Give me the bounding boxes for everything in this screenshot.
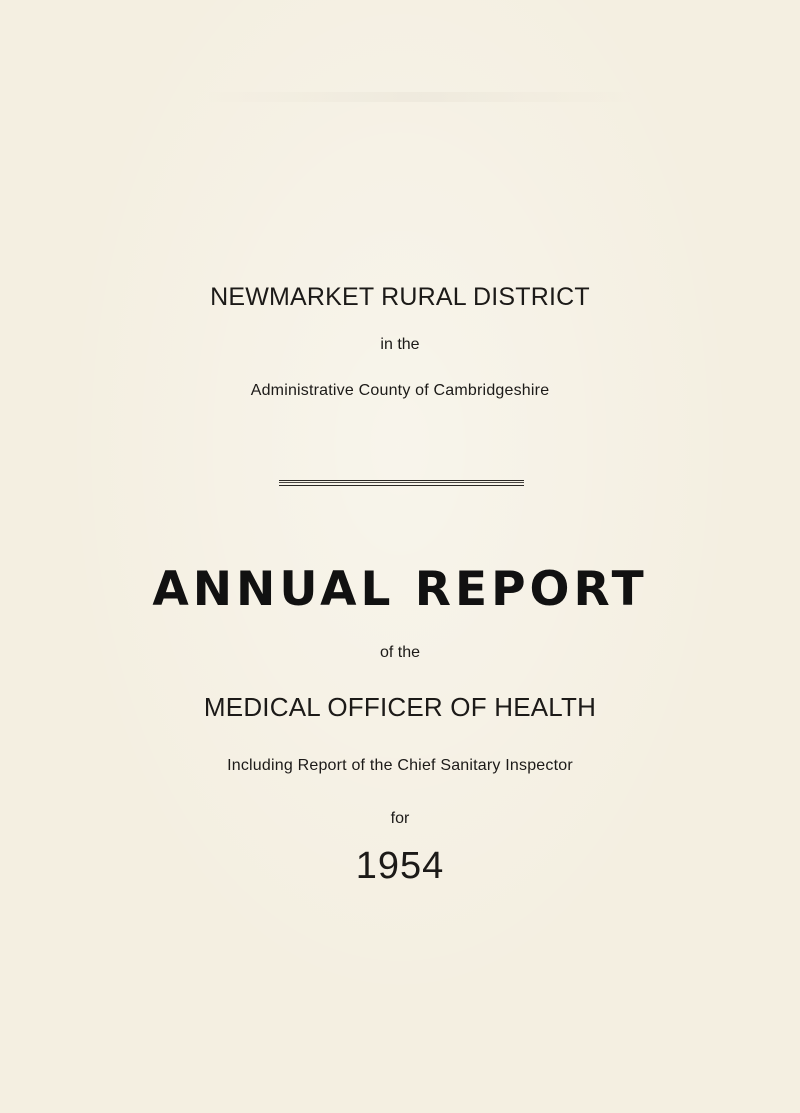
divider-inner-rule xyxy=(279,482,524,483)
of-the-text: of the xyxy=(379,644,421,661)
in-the-text: in the xyxy=(380,336,420,353)
county-text: Administrative County of Cambridgeshire xyxy=(250,382,550,399)
show-through-shadow xyxy=(200,92,640,102)
district-title: NEWMARKET RURAL DISTRICT xyxy=(210,283,590,311)
for-text: for xyxy=(390,810,410,827)
report-title: ANNUAL REPORT xyxy=(152,562,648,617)
including-text: Including Report of the Chief Sanitary Inspector xyxy=(227,757,573,774)
double-rule-divider xyxy=(279,480,524,486)
officer-title: MEDICAL OFFICER OF HEALTH xyxy=(203,692,597,722)
report-year: 1954 xyxy=(355,845,445,887)
